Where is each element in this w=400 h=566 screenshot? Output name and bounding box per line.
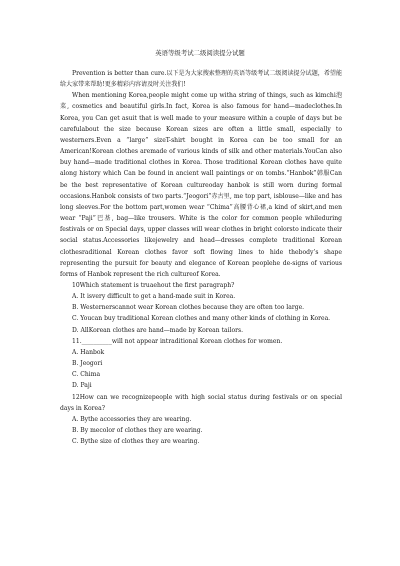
intro-paragraph: Prevention is better than cure.以下是为大家搜索整理的英语等级考试二级阅读提分试题，希望能给大家带来帮助!更多精彩内容请及时关注我们! [60,70,342,89]
question-11-option-b: B. Jeogori [72,360,103,368]
question-11-option-c: C. Chima [72,371,101,379]
question-10-option-d: D. AllKorean clothes are hand—made by Korean tailors. [72,326,244,334]
question-12-stem: 12How can we recognizepeople with high social status during festivals or on special days in Korea? [60,393,342,412]
question-10-option-a: A. It isvery difficult to get a hand-made suit in Korea. [72,293,236,301]
question-11-stem: 11.__________will not appear intraditional Korean clothes for women. [72,337,283,345]
question-12-option-a: A. Bythe accessories they are wearing. [72,415,192,423]
question-12-option-b: B. By mecolor of clothes they are wearing. [72,427,203,434]
question-10-option-c: C. Youcan buy traditional Korean clothes and many other kinds of clothing in Korea. [72,315,331,323]
document-body [60,68,342,447]
document-title: 英语等级考试二级阅读提分试题 [155,49,245,57]
question-11-option-d: D. Paji [72,382,92,390]
passage-paragraph: When mentioning Korea,people might come up witha string of things, such as kimchi泡菜, cosmetics and beautiful girls.In fact, Korea is also famous for hand—madeclothes.In Korea, you Can get asuit that is well made to your measure within a couple of days but be carefulabout the size because Korean sizes are often a little small, especially to westerners.Even a “large” sizeT-shirt bought in Korea can be too small for an American!Korean clothes aremade of various kinds of silk and other materials.YouCan also buy hand—made traditional clothes in Korea. Those traditional Korean clothes have quite along history which Can be found in ancient wall paintings or on tombs.“Hanbok”韩服Can be the best representative of Korean cultureoday hanbok is still worn during formal occasions.Hanbok consists of two parts.“Jeogori”赤古里, me top part, isblouse—like and has long sleeves.For the bottom part,women wear “Chima”高腰背心裙,a kind of skirt,and men wear “Paji”巴基, bag—like trousers. White is the color for common people whileduring festivals or on Special days, upper classes will wear clothes in bright colorsto indicate their social status.Accessories likejewelry and head—dresses complete traditional Korean clothesraditional Korean clothes favor soft flowing lines to hide thebody’s shape representing the pursuit for beauty and elegance of Korean peoplehe de-signs of various forms of Hanbok represent the rich cultureof Korea. [60,92,342,278]
question-10-stem: 10Which statement is truaehout the first paragraph? [72,281,235,289]
question-12-option-c: C. Bythe size of clothes they are wearing. [72,438,200,446]
question-11-option-a: A. Hanbok [72,348,105,356]
question-10-option-b: B. Westernerscannot wear Korean clothes because they are often too large. [72,304,305,312]
